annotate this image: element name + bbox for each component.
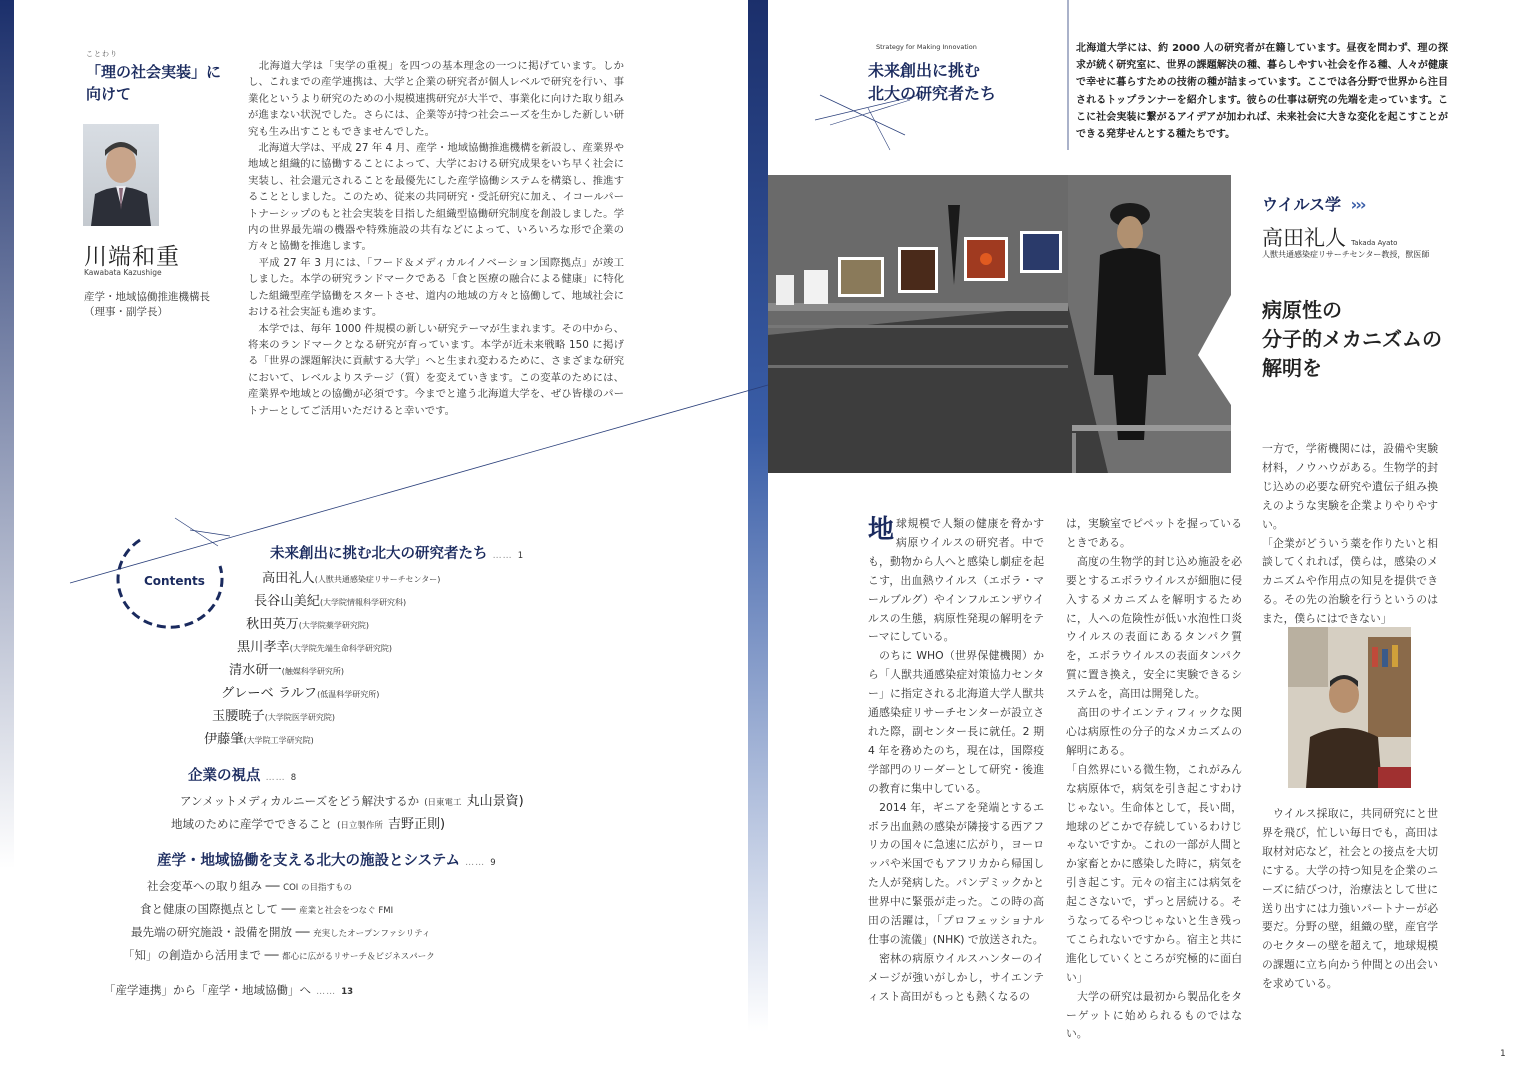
company-item-title: アンメットメディカルニーズをどう解決するか — [180, 794, 420, 808]
toc-section1-title: 未来創出に挑む北大の研究者たち — [270, 546, 488, 562]
researcher-affiliation: (大学院工学研究院) — [243, 736, 314, 745]
toc-dots: …… — [316, 987, 337, 997]
system-item-sub: 充実したオープンファシリティ — [313, 929, 431, 939]
researcher-name: 高田礼人 — [262, 571, 315, 586]
researcher-name: 伊藤肇 — [204, 732, 244, 747]
researcher-roman: Takada Ayato — [1351, 239, 1398, 247]
article-paragraph: 「企業がどういう薬を作りたいと相談してくれれば，僕らは，感染のメカニズムや作用点の知見を提供できる。その先の治験を行うというのはまた，僕らにはできない」 — [1262, 536, 1438, 626]
article-paragraph: のちに WHO（世界保健機関）から「人獣共通感染症対策協力センター」に指定される北海道大学人獣共通感染症リサーチセンターが設立された際，副センター長に就任。2 期 4 年を務めたのち，現在は，国際疫学部門のリーダーとして研究・後進の教育に集中している。 — [868, 649, 1044, 795]
field-label — [1262, 192, 1364, 215]
researcher-name: 玉腰暁子 — [212, 709, 265, 724]
toc-researcher[interactable] — [229, 659, 344, 678]
researcher-name: 秋田英万 — [246, 617, 299, 632]
right-heading-line1: 未来創出に挑む — [868, 61, 981, 80]
chevron-right-icon: ››› — [1350, 195, 1365, 214]
lab-photo-scene — [768, 175, 1231, 473]
toc-page: 9 — [490, 858, 496, 868]
toc-researcher[interactable] — [221, 682, 379, 701]
article-paragraph: 高度の生物学的封じ込め施設を必要とするエボラウイルスが細胞に侵入するメカニズムを解明するために，人への危険性が低い水泡性口炎ウイルスの表面にあるタンパク質を，エボラウイルスの表面タンパク質に置き換え，安全に実験できるシステムを，高田は開発した。 — [1066, 554, 1242, 701]
researcher-affiliation: (低温科学研究所) — [317, 690, 380, 699]
article-column-2 — [1066, 515, 1242, 1044]
person-roman: Kawabata Kazushige — [84, 268, 162, 277]
toc-section2-title: 企業の視点 — [188, 768, 261, 784]
system-item-sub: 都心に広がるリサーチ＆ビジネスパーク — [282, 952, 435, 962]
system-item-title: 「知」の創造から活用まで ── — [123, 948, 283, 962]
headline-line1: 病原性の — [1262, 298, 1342, 322]
intro-text — [248, 58, 624, 419]
strategy-label: Strategy for Making Innovation — [876, 43, 977, 51]
intro-paragraph: 北海道大学は「実学の重視」を四つの基本理念の一つに掲げています。しかし、これまでの産学連携は、大学と企業の研究者が個人レベルで研究を行い、事業化というより研究のための小規模連携研究が大半で、事業化に向けた取り組みが進まない状況でした。さらには、企業等が持つ社会ニーズを生かした新しい研究も生み出すこともできませんでした。 — [248, 60, 624, 138]
left-heading — [86, 61, 221, 105]
toc-system-item[interactable] — [123, 944, 435, 963]
company-person: 吉野正則) — [388, 817, 446, 832]
researcher-name: グレーベ ラルフ — [221, 686, 318, 701]
researcher-affiliation: (大学院薬学研究院) — [298, 621, 369, 630]
takada-photo-scene — [1288, 627, 1411, 788]
toc-system-item[interactable] — [147, 875, 352, 894]
takada-photo — [1288, 627, 1411, 788]
toc-page: 1 — [517, 551, 524, 561]
left-heading-line2: 向けて — [86, 85, 132, 103]
system-item-title: 食と健康の国際拠点として ── — [140, 902, 300, 916]
researcher-affiliation: (大学院医学研究院) — [264, 713, 335, 722]
article-paragraph: 密林の病原ウイルスハンターのイメージが強いがしかし，サイエンティスト高田がもっとも熱くなるの — [868, 951, 1044, 1003]
lab-photo — [768, 175, 1231, 473]
toc-researcher[interactable] — [262, 567, 440, 586]
researcher-affiliation: (大学院先端生命科学研究院) — [289, 644, 392, 653]
toc-researcher[interactable] — [212, 705, 335, 724]
sketch-line — [868, 108, 890, 150]
toc-system-item[interactable] — [131, 921, 430, 940]
article-paragraph: 「自然界にいる微生物，これがみんな病原体で，病気を引き起こすわけじゃない。生命体として，長い間，地球のどこかで存続しているわけじゃないですか。これの一部が人間とか家畜とかに感染した時に，病気を引き起こす。元々の宿主には病気を起こさないで，ずっと居続ける。そうなってるやつじゃないと生き残ってこられないですから。宿主と共に進化していくところが究極的に面白い」 — [1066, 762, 1242, 984]
company-org: (日東電工 — [424, 798, 462, 808]
intro-paragraph: 北海道大学は、平成 27 年 4 月、産学・地域協働推進機構を新設し、産業界や地域と組織的に協働することによって、大学における研究成果をいち早く社会に実装し、社会還元されることを最優先にした産学協働システムを構築し、推進することとしました。このため、従来の共同研究・受託研究に加え、イコールパートナーシップのもと社会実装を目指した組織型協働研究制度を創設しました。学内の世界最先端の機器や特殊施設の共有などによって、いろいろな形で企業の方々と協働を推進します。 — [248, 142, 624, 253]
person-title-line2: （理事・副学長） — [84, 306, 168, 318]
company-item-title: 地域のために産学でできること — [171, 817, 332, 831]
person-title-line1: 産学・地域協働推進機構長 — [84, 291, 210, 303]
researcher-affiliation: (触媒科学研究所) — [281, 667, 344, 676]
researcher-name: 清水研一 — [229, 663, 282, 678]
company-org: (日立製作所 — [337, 821, 383, 831]
researcher-header — [1262, 222, 1397, 252]
system-item-sub: COI の目指すもの — [283, 883, 353, 893]
intro-paragraph: 平成 27 年 3 月には、「フード＆メディカルイノベーション国際拠点」が竣工しました。本学の研究ランドマークである「食と医療の融合による健康」に特化した組織型産学協働をスタートさせ、道内の地域の方々と協働して、地域社会における社会実証も進めます。 — [248, 256, 624, 319]
toc-company-item[interactable] — [171, 813, 445, 832]
researcher-name: 長谷山美紀 — [254, 594, 320, 609]
article-column-3-top — [1262, 440, 1438, 629]
toc-dots: …… — [492, 551, 513, 561]
toc-last-item[interactable] — [104, 979, 353, 998]
toc-dots: …… — [465, 858, 486, 868]
system-item-sub: 産業と社会をつなぐ FMI — [299, 906, 394, 916]
right-intro: 北海道大学には、約 2000 人の研究者が在籍しています。昼夜を問わず、理の探求が続く研究室に、世界の課題解決の種、暮らしやすい社会を作る種、人々が健康で幸せに暮らすための技術の種が詰まっています。ここでは各分野で世界から注目されるトップランナーを紹介します。彼らの仕事は研究の先端を走っています。ここに社会実装に繋がるアイデアが加われば、未来社会に大きな変化を起こすことができる発芽せんとする種たちです。 — [1076, 43, 1448, 141]
right-heading — [868, 59, 996, 105]
toc-section2[interactable] — [188, 764, 296, 785]
contents-label: Contents — [144, 574, 205, 588]
article-column-1 — [868, 515, 1044, 1007]
field-text: ウイルス学 — [1262, 195, 1342, 214]
dropcap: 地 — [868, 515, 895, 545]
toc-researcher[interactable] — [246, 613, 369, 632]
researcher-title: 人獣共通感染症リサーチセンター教授，獣医師 — [1262, 250, 1430, 259]
toc-section1[interactable] — [270, 542, 523, 563]
article-paragraph: は，実験室でピペットを握っているときである。 — [1066, 517, 1242, 549]
toc-researcher[interactable] — [204, 728, 314, 747]
headline — [1262, 296, 1442, 383]
portrait-figure — [83, 124, 159, 226]
toc-section3-title: 産学・地域協働を支える北大の施設とシステム — [157, 853, 461, 869]
researcher-affiliation: (人獣共通感染症リサーチセンター) — [314, 575, 441, 584]
article-paragraph: 高田のサイエンティフィックな関心は病原性の分子的なメカニズムの解明にある。 — [1066, 706, 1242, 757]
toc-company-item[interactable] — [180, 790, 524, 809]
researcher-affiliation: (大学院情報科学研究科) — [319, 598, 407, 607]
system-item-title: 社会変革への取り組み ── — [147, 879, 284, 893]
article-paragraph: 2014 年，ギニアを発端とするエボラ出血熱の感染が隣接する西アフリカの国々に急速に広がり，ヨーロッパや米国でもアフリカから帰国した人が発病した。パンデミックかと世界中に緊張が走った。この時の高田の活躍は，「プロフェッショナル仕事の流儀」(NHK) で放送された。 — [868, 800, 1044, 946]
researcher-name: 黒川孝幸 — [237, 640, 290, 655]
toc-researcher[interactable] — [254, 590, 406, 609]
person-title — [84, 290, 210, 320]
toc-page: 8 — [290, 773, 297, 783]
company-person: 丸山景資) — [466, 794, 524, 809]
toc-section3[interactable] — [157, 849, 496, 870]
headline-line2: 分子的メカニズムの — [1262, 327, 1442, 351]
system-item-title: 最先端の研究施設・設備を開放 ── — [131, 925, 314, 939]
right-heading-line2: 北大の研究者たち — [868, 84, 997, 103]
toc-page: 13 — [341, 987, 354, 997]
last-item-title: 「産学連携」から「産学・地域協働」へ — [104, 983, 311, 997]
person-name: 川端和重 — [84, 244, 180, 270]
left-heading-line1: 「理の社会実装」に — [86, 63, 222, 81]
article-column-3-bottom — [1262, 805, 1438, 994]
toc-researcher[interactable] — [237, 636, 392, 655]
heading-ruby: ことわり — [86, 50, 118, 58]
intro-paragraph: 本学では、毎年 1000 件規模の新しい研究テーマが生まれます。その中から、将来のランドマークとなる研究が育っています。本学が近未来戦略 150 に掲げる「世界の課題解決に貢献する大学」へと生まれ変わるために、さまざまな研究において、レベルよりステージ（質）を変えていきます。この変革のためには、産業界や地域との協働が必須です。今までと違う北海道大学を、ぜひ皆様のパートナーとしてご活用いただけると幸いです。 — [248, 322, 624, 417]
toc-dots: …… — [265, 773, 286, 783]
article-paragraph: 球規模で人類の健康を脅かす病原ウイルスの研究者。中でも，動物から人へと感染し劇症を起こす，出血熱ウイルス（エボラ・マールブルグ）やインフルエンザウイルスの生態，病原性発現の解明をテーマにしている。 — [868, 517, 1044, 644]
article-paragraph: ウイルス採取に，共同研究にと世界を飛び，忙しい毎日でも，高田は取材対応など，社会との接点を大切にする。大学の持つ知見を企業のニーズに結びつけ，治療法として世に送り出すには力強いパートナーが必要だ。分野の壁，組織の壁，産官学のセクターの壁を超えて，地球規模の課題に立ち向かう仲間との出会いを求めている。 — [1262, 807, 1438, 991]
kawabata-photo — [83, 124, 159, 226]
toc-system-item[interactable] — [140, 898, 393, 917]
article-paragraph: 一方で，学術機関には，設備や実験材料，ノウハウがある。生物学的封じ込めの必要な研究や遺伝子組み換えのような実験を企業よりやりやすい。 — [1262, 442, 1438, 531]
page-number: 1 — [1500, 1049, 1506, 1059]
researcher-name-large: 高田礼人 — [1262, 226, 1346, 250]
headline-line3: 解明を — [1262, 356, 1322, 380]
article-paragraph: 大学の研究は最初から製品化をターゲットに始められるものではない。 — [1066, 989, 1242, 1041]
